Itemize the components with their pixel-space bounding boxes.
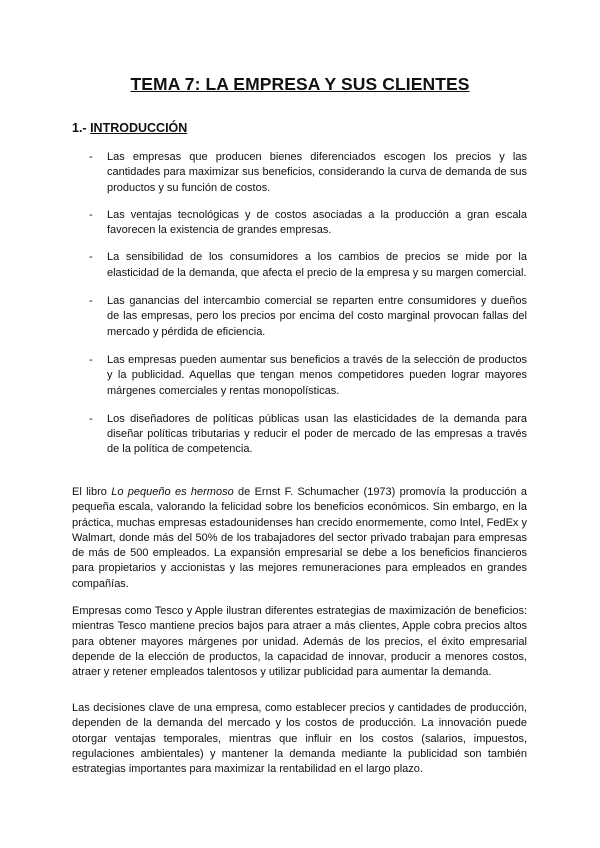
paragraph-rest: de Ernst F. Schumacher (1973) promovía la producción a pequeña escala, valorando la felicidad sobre los beneficios económicos. Sin embargo, en la práctica, muchas empresas estadounidenses han crecido enormemente, como Intel, FedEx y Walmart, donde más del 50% de los trabajadores del sector privado trabajan para empresas de más de 500 empleados. La expansión empresarial se debe a los beneficios financieros para propietarios y accionistas y las mejores remuneraciones para empleados en grandes compañías. [72,486,527,590]
paragraph-decisions: Las decisiones clave de una empresa, como establecer precios y cantidades de producción, dependen de la demanda del mercado y los costos de producción. La innovación puede otorgar ventajas temporales, mientras que influir en los costos (salarios, impuestos, regulaciones ambientales) y mantener la demanda mediante la publicidad son también estrategias importantes para maximizar la rentabilidad en el largo plazo. [72,702,527,776]
list-item [72,353,527,399]
bullet-dash: - [89,412,93,425]
list-item [72,250,527,281]
page-title: TEMA 7: LA EMPRESA Y SUS CLIENTES [130,74,470,94]
book-title: Lo pequeño es hermoso [111,486,234,498]
section-title: INTRODUCCIÓN [90,121,188,135]
bullet-dash: - [89,208,93,221]
list-item-text: Las ganancias del intercambio comercial se reparten entre consumidores y dueños de las empresas, pero los precios por encima del costo marginal provocan fallas del mercado y pérdida de eficiencia. [107,295,527,338]
list-item-text: Los diseñadores de políticas públicas usan las elasticidades de la demanda para diseñar políticas tributarias y reducir el poder de mercado de las empresas a través de la política de competencia. [107,412,527,456]
bullet-dash: - [89,295,93,308]
list-item-text: Las empresas pueden aumentar sus beneficios a través de la selección de productos y la publicidad. Aquellas que tengan menos competidores pueden lograr mayores márgenes comerciales y rentas monopolísticas. [107,353,527,397]
list-item [72,412,527,458]
list-item-text: Las empresas que producen bienes diferenciados escogen los precios y las cantidades para maximizar sus beneficios, considerando la curva de demanda de sus productos y su función de costos. [107,151,527,194]
list-item [72,208,527,239]
bullet-dash: - [89,151,93,163]
list-item-text: La sensibilidad de los consumidores a los cambios de precios se mide por la elasticidad de la demanda, que afecta el precio de la empresa y su margen comercial. [107,251,527,279]
bullet-list [72,150,527,458]
bullet-dash: - [89,251,93,264]
paragraph-schumacher [72,485,527,592]
paragraph-tesco-apple: Empresas como Tesco y Apple ilustran diferentes estrategias de maximización de beneficios: mientras Tesco mantiene precios bajos para atraer a más clientes, Apple cobra precios altos para obtener mayores márgenes por unidad. Además de los precios, el éxito empresarial depende de la elección de productos, la capacidad de innovar, producir a menores costos, atraer y retener empleados talentosos y utilizar publicidad para aumentar la demanda. [72,605,527,679]
list-item [72,150,527,196]
paragraph-lead: El libro [72,486,112,498]
list-item-text: Las ventajas tecnológicas y de costos asociadas a la producción a gran escala favorecen la existencia de grandes empresas. [107,208,527,237]
section-number: 1.- [72,121,87,135]
list-item [72,294,527,340]
section-heading [72,121,187,135]
bullet-dash: - [89,353,93,366]
